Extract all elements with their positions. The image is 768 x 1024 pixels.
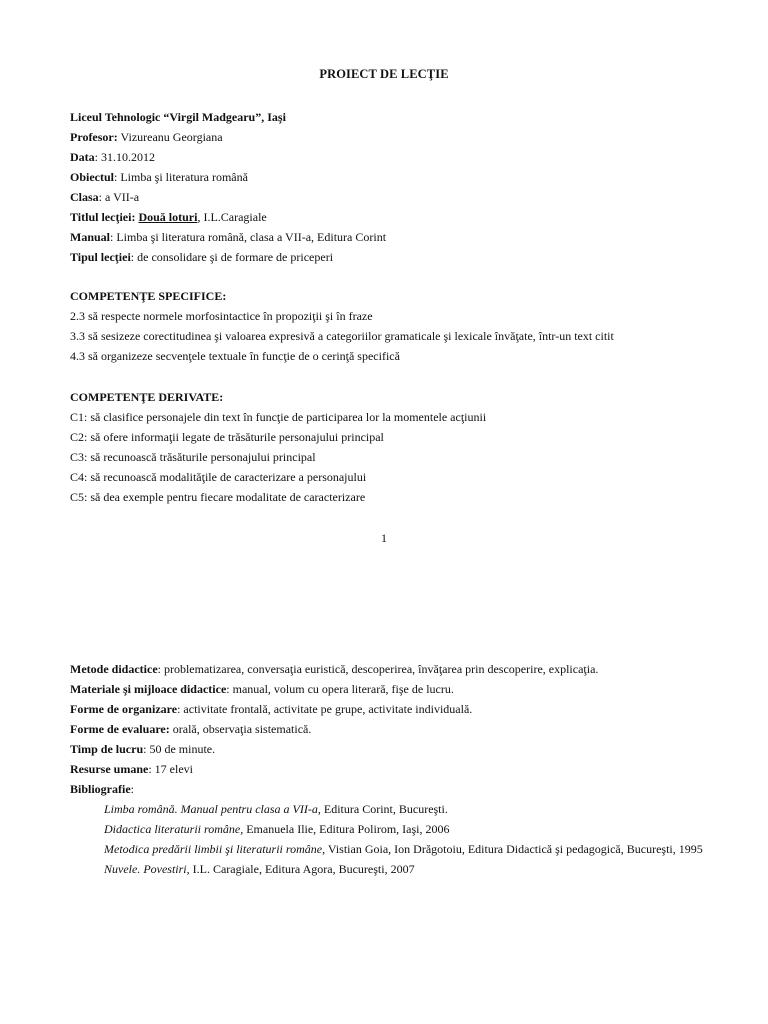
- data-label: Data: [70, 150, 95, 164]
- bibliografie-colon: :: [130, 782, 135, 796]
- obiectul-label: Obiectul: [70, 170, 114, 184]
- bibliography-title: Nuvele. Povestiri: [104, 862, 187, 876]
- resurse-label: Resurse umane: [70, 762, 149, 776]
- bibliography-entry: [70, 819, 728, 839]
- competente-derivate-section: [70, 387, 728, 507]
- forme-evaluare-value: orală, observaţia sistematică.: [169, 722, 312, 736]
- bibliography-details: , I.L. Caragiale, Editura Agora, Bucureşti, 2007: [186, 862, 415, 876]
- list-item: 2.3 să respecte normele morfosintactice în propoziţii şi în fraze: [70, 309, 373, 323]
- profesor-line: [70, 127, 728, 147]
- metode-line: [70, 659, 728, 679]
- list-item: 4.3 să organizeze secvenţele textuale în funcţie de o cerinţă specifică: [70, 349, 400, 363]
- bibliography-details: , Editura Corint, Bucureşti.: [317, 802, 448, 816]
- forme-organizare-line: [70, 699, 728, 719]
- timp-label: Timp de lucru: [70, 742, 144, 756]
- forme-evaluare-label: Forme de evaluare:: [70, 722, 170, 736]
- materiale-value: : manual, volum cu opera literară, fişe de lucru.: [226, 682, 454, 696]
- list-item: C1: să clasifice personajele din text în funcţie de participarea lor la momentele acţiunii: [70, 410, 487, 424]
- metode-value: : problematizarea, conversaţia euristică, descoperirea, învăţarea prin descoperire, explicaţia.: [157, 662, 599, 676]
- profesor-label: Profesor:: [70, 130, 118, 144]
- bibliography-title: Didactica literaturii române,: [104, 822, 244, 836]
- bibliography-entry: [70, 839, 728, 859]
- tipul-label: Tipul lecţiei: [70, 250, 131, 264]
- materiale-line: [70, 679, 728, 699]
- bibliography-details: Emanuela Ilie, Editura Polirom, Iaşi, 2006: [243, 822, 450, 836]
- document-title: PROIECT DE LECŢIE: [319, 67, 449, 81]
- obiectul-value: : Limba şi literatura română: [114, 170, 248, 184]
- school-name: Liceul Tehnologic “Virgil Madgearu”, Iaşi: [70, 110, 286, 124]
- bibliography-details: , Vistian Goia, Ion Drăgotoiu, Editura Didactică şi pedagogică, Bucureşti, 1995: [322, 842, 703, 856]
- titlul-label: Titlul lecţiei: [70, 210, 132, 224]
- resurse-value: : 17 elevi: [148, 762, 193, 776]
- bibliografie-line: [70, 779, 728, 799]
- forme-organizare-value: : activitate frontală, activitate pe grupe, activitate individuală.: [177, 702, 473, 716]
- tipul-line: [70, 247, 728, 267]
- lesson-author: , I.L.Caragiale: [197, 210, 267, 224]
- list-item: C2: să ofere informaţii legate de trăsăturile personajului principal: [70, 430, 384, 444]
- manual-value: : Limba şi literatura română, clasa a VII-a, Editura Corint: [110, 230, 387, 244]
- lesson-details: [70, 659, 728, 879]
- forme-organizare-label: Forme de organizare: [70, 702, 178, 716]
- bibliography-entry: [70, 799, 728, 819]
- bibliography-entry: [70, 859, 728, 879]
- bibliography-title: Metodica predării limbii şi literaturii române: [104, 842, 323, 856]
- competente-specifice-heading: COMPETENŢE SPECIFICE:: [70, 289, 227, 303]
- list-item: C3: să recunoască trăsăturile personajului principal: [70, 450, 316, 464]
- bibliografie-label: Bibliografie: [70, 782, 131, 796]
- titlul-line: [70, 207, 728, 227]
- list-item: C5: să dea exemple pentru fiecare modalitate de caracterizare: [70, 490, 366, 504]
- resurse-line: [70, 759, 728, 779]
- manual-label: Manual: [70, 230, 111, 244]
- competente-derivate-heading: COMPETENŢE DERIVATE:: [70, 390, 224, 404]
- competente-specifice-section: [70, 286, 728, 366]
- timp-line: [70, 739, 728, 759]
- clasa-line: [70, 187, 728, 207]
- bibliography-title: Limba română. Manual pentru clasa a VII-a: [104, 802, 318, 816]
- data-line: [70, 147, 728, 167]
- clasa-label: Clasa: [70, 190, 99, 204]
- data-value: : 31.10.2012: [94, 150, 156, 164]
- obiectul-line: [70, 167, 728, 187]
- list-item: C4: să recunoască modalităţile de caracterizare a personajului: [70, 470, 367, 484]
- page-number: 1: [381, 531, 387, 545]
- timp-value: : 50 de minute.: [143, 742, 216, 756]
- lesson-title: Două loturi: [138, 210, 198, 224]
- metode-label: Metode didactice: [70, 662, 158, 676]
- list-item: 3.3 să sesizeze corectitudinea şi valoarea expresivă a categoriilor gramaticale şi lexicale învăţate, într-un text citit: [70, 329, 614, 343]
- tipul-value: : de consolidare şi de formare de priceperi: [130, 250, 334, 264]
- materiale-label: Materiale şi mijloace didactice: [70, 682, 227, 696]
- manual-line: [70, 227, 728, 247]
- clasa-value: : a VII-a: [98, 190, 140, 204]
- forme-evaluare-line: [70, 719, 728, 739]
- header-info: [70, 107, 728, 267]
- titlul-sep: :: [131, 210, 139, 224]
- profesor-value: Vizureanu Georgiana: [117, 130, 223, 144]
